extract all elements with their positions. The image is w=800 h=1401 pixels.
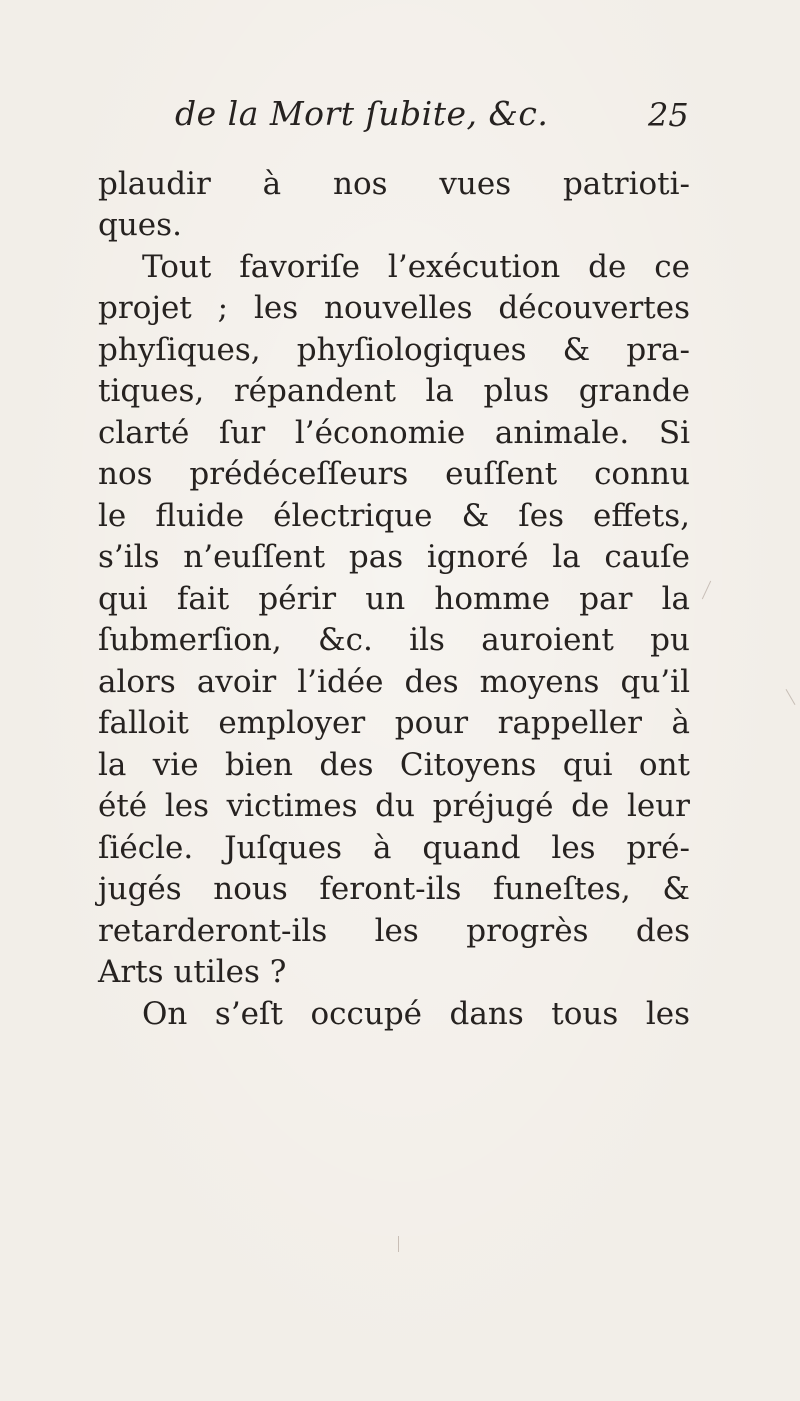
text-line: le fluide électrique & ſes effets, xyxy=(98,498,690,534)
text-line: ques. xyxy=(98,207,182,243)
text-line: ſubmerſion, &c. ils auroient pu xyxy=(98,622,690,658)
paper-speck xyxy=(786,689,796,705)
text-line: ſiécle. Juſques à quand les pré- xyxy=(98,830,690,866)
text-line: alors avoir l’idée des moyens qu’il xyxy=(98,664,690,700)
page-number: 25 xyxy=(648,96,689,134)
text-line: tiques, répandent la plus grande xyxy=(98,373,690,409)
page-header xyxy=(0,94,800,144)
text-line: nos prédéceſſeurs euſſent connu xyxy=(98,456,690,492)
text-line: retarderont-ils les progrès des xyxy=(98,913,690,949)
text-line: clarté ſur l’économie animale. Si xyxy=(98,415,690,451)
text-line: plaudir à nos vues patrioti- xyxy=(98,166,690,202)
text-line: jugés nous feront-ils funeſtes, & xyxy=(98,871,690,907)
text-line: la vie bien des Citoyens qui ont xyxy=(98,747,690,783)
running-title: de la Mort ſubite, &c. xyxy=(175,94,549,133)
text-line: falloit employer pour rappeller à xyxy=(98,705,690,741)
text-line: phyſiques, phyſiologiques & pra- xyxy=(98,332,690,368)
text-line: projet ; les nouvelles découvertes xyxy=(98,290,690,326)
text-line: Arts utiles ? xyxy=(98,954,287,990)
text-line: s’ils n’euſſent pas ignoré la cauſe xyxy=(98,539,690,575)
text-line: Tout favoriſe l’exécution de ce xyxy=(142,249,690,285)
paper-speck xyxy=(702,581,711,600)
paper-speck xyxy=(398,1236,399,1252)
text-line: On s’eſt occupé dans tous les xyxy=(142,996,690,1032)
text-line: qui fait périr un homme par la xyxy=(98,581,690,617)
text-line: été les victimes du préjugé de leur xyxy=(98,788,690,824)
